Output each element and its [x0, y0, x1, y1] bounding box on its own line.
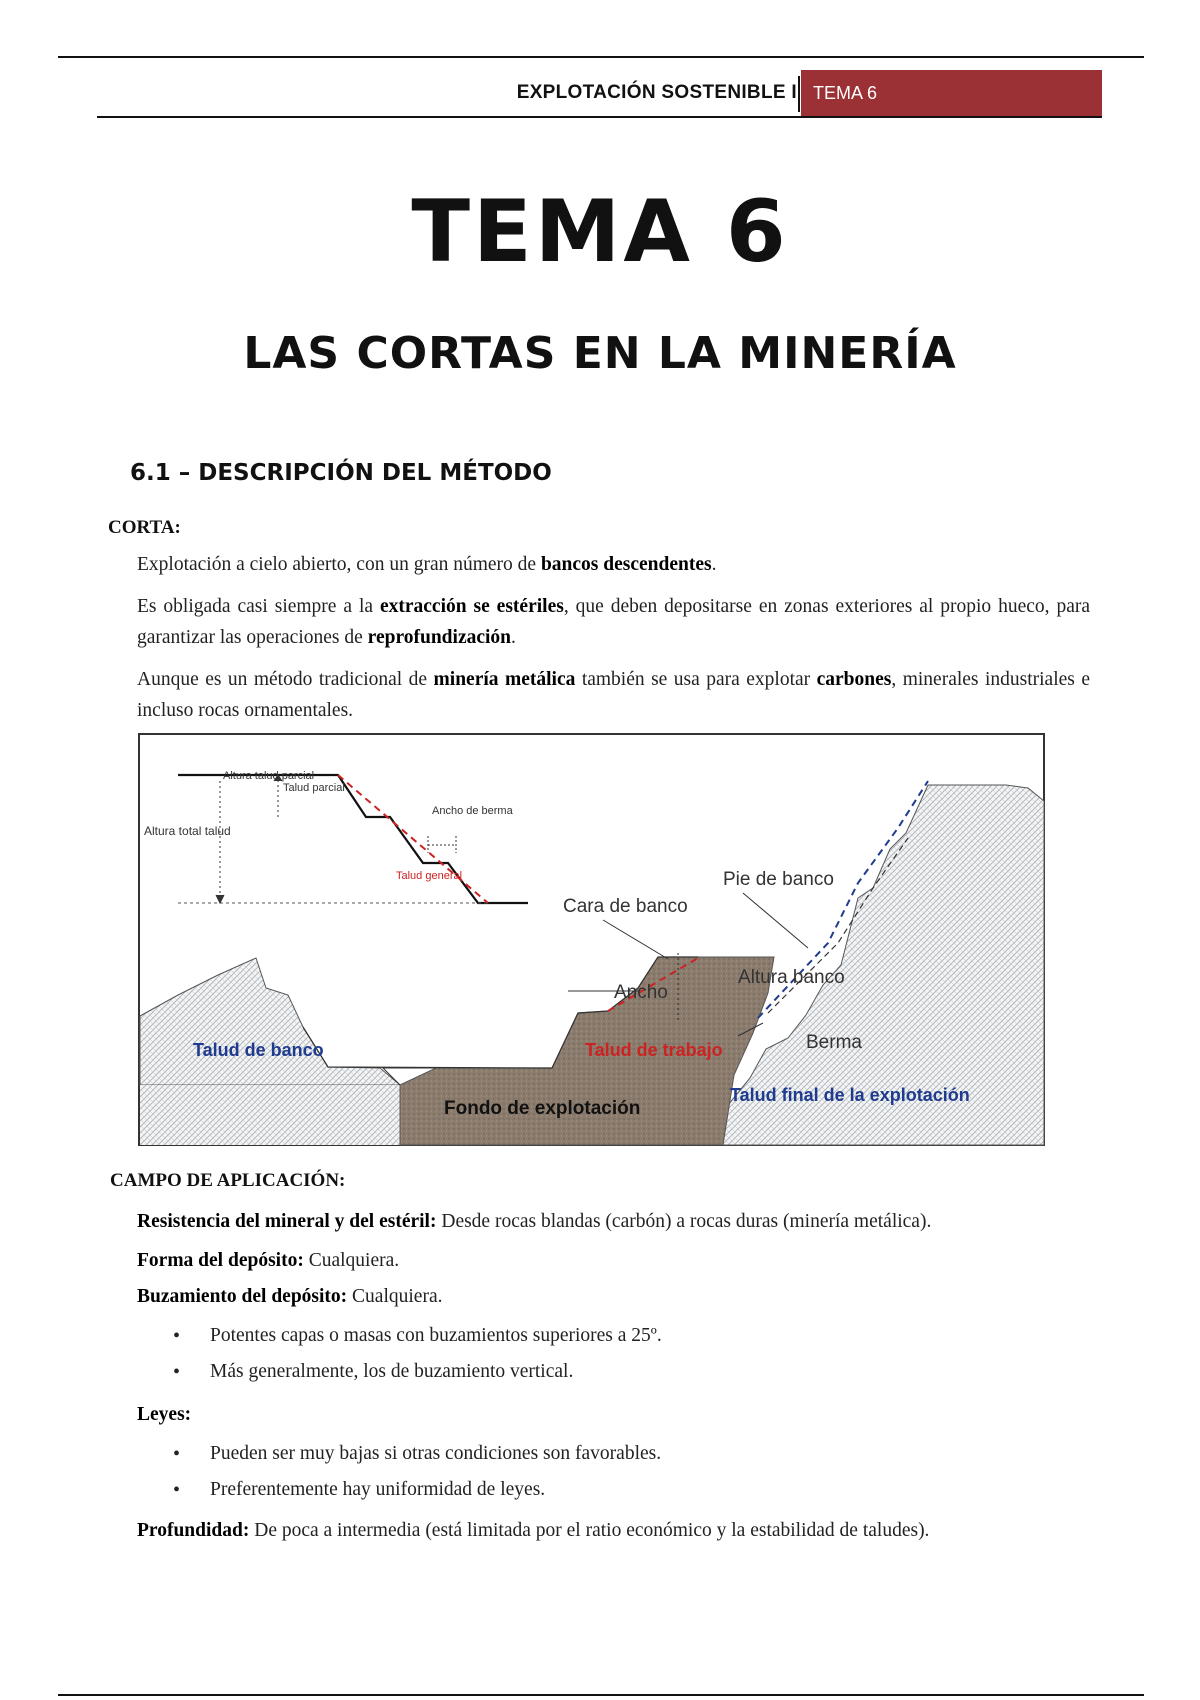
label-talud-final: Talud final de la explotación: [730, 1085, 970, 1105]
forma-line: Forma del depósito: Cualquiera.: [137, 1250, 400, 1271]
page-subtitle: LAS CORTAS EN LA MINERÍA: [243, 328, 957, 379]
leyes-line: Leyes:: [137, 1404, 192, 1425]
campo-label: CAMPO DE APLICACIÓN:: [110, 1170, 346, 1191]
profundidad-line: Profundidad: De poca a intermedia (está limitada por el ratio económico y la estabilidad de taludes).: [137, 1520, 930, 1541]
open-pit-diagram: [138, 733, 1045, 1146]
page-title: TEMA 6: [411, 182, 789, 282]
leyes-item-2: • Preferentemente hay uniformidad de leyes.: [173, 1479, 546, 1501]
label-talud-trabajo: Talud de trabajo: [585, 1040, 723, 1060]
section-heading: 6.1 – DESCRIPCIÓN DEL MÉTODO: [130, 460, 552, 486]
bottom-rule: [58, 1694, 1144, 1696]
label-talud-general: Talud general: [396, 870, 463, 882]
label-talud-banco: Talud de banco: [193, 1040, 324, 1060]
corta-paragraph-2: Es obligada casi siempre a la extracción se estériles, que deben depositarse en zonas exteriores al propio hueco, para garantizar las operaciones de reprofundización.: [137, 596, 1091, 648]
label-cara-banco: Cara de banco: [563, 896, 688, 917]
label-altura-parcial: Altura talud parcial: [223, 770, 315, 782]
left-ground-base: [140, 1085, 400, 1145]
label-berma: Berma: [806, 1032, 862, 1053]
corta-paragraph-1: Explotación a cielo abierto, con un gran número de bancos descendentes.: [137, 554, 717, 575]
header-topic-tag: TEMA 6: [801, 70, 1102, 116]
label-ancho-berma: Ancho de berma: [432, 805, 513, 817]
corta-paragraph-3: Aunque es un método tradicional de minería metálica también se usa para explotar carbones, minerales industriales e incluso rocas ornamentales.: [137, 669, 1090, 721]
label-talud-parcial: Talud parcial: [283, 782, 345, 794]
label-fondo: Fondo de explotación: [444, 1098, 641, 1119]
label-ancho: Ancho: [614, 982, 668, 1003]
label-altura-banco: Altura banco: [738, 967, 845, 988]
page-header: [97, 70, 1102, 118]
buzamiento-item-1: • Potentes capas o masas con buzamientos superiores a 25º.: [173, 1325, 662, 1347]
resistencia-line: Resistencia del mineral y del estéril: Desde rocas blandas (carbón) a rocas duras (minería metálica).: [137, 1211, 932, 1232]
corta-label: CORTA:: [108, 517, 181, 538]
buzamiento-item-2: • Más generalmente, los de buzamiento vertical.: [173, 1361, 574, 1383]
header-course: EXPLOTACIÓN SOSTENIBLE I: [516, 82, 797, 103]
leyes-item-1: • Pueden ser muy bajas si otras condiciones son favorables.: [173, 1443, 662, 1465]
label-pie-banco: Pie de banco: [723, 869, 834, 890]
header-separator: [798, 76, 800, 112]
buzamiento-line: Buzamiento del depósito: Cualquiera.: [137, 1286, 443, 1307]
top-rule: [58, 56, 1144, 58]
label-altura-total: Altura total talud: [144, 824, 231, 838]
